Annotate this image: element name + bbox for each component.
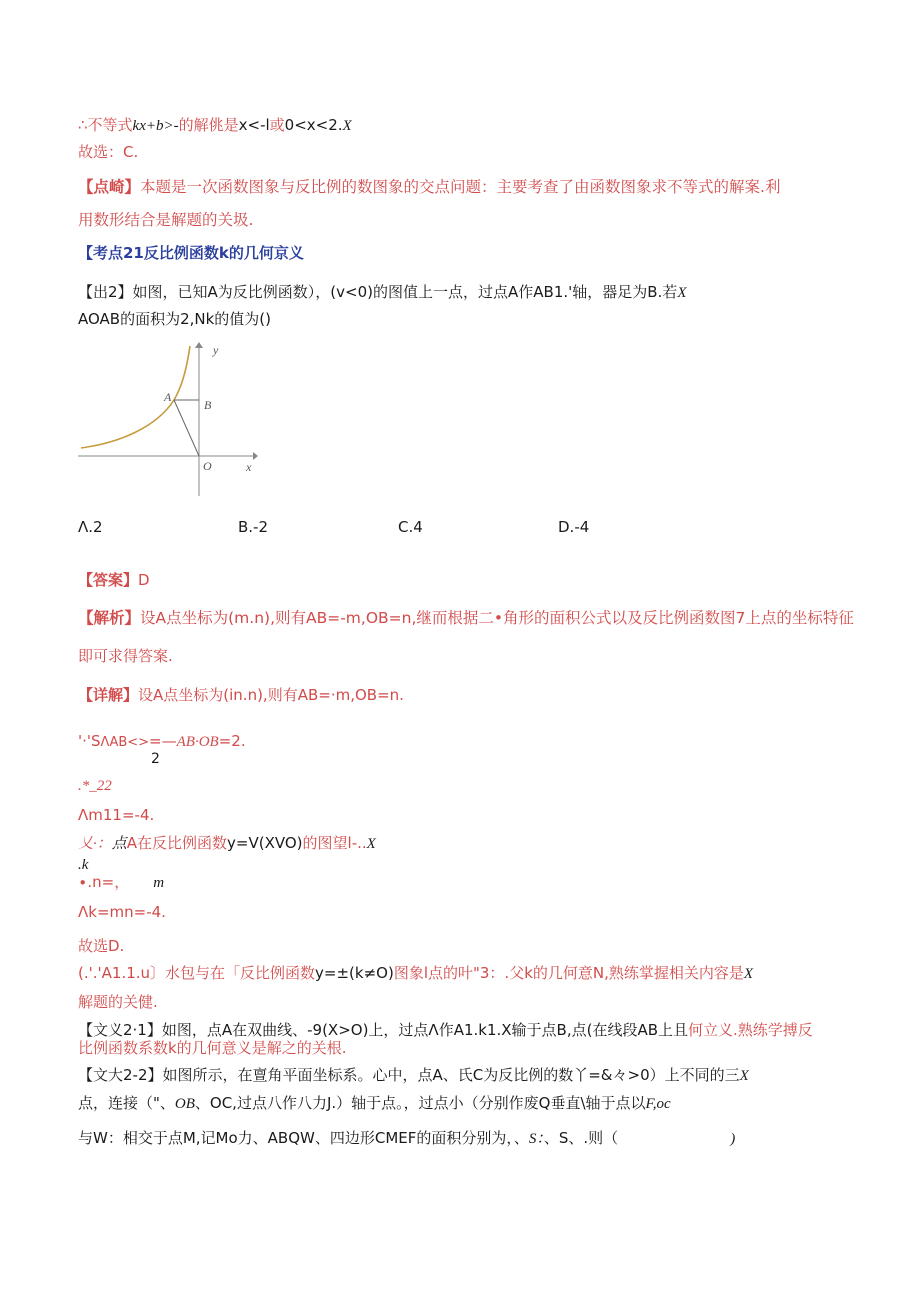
point-a-label: A bbox=[164, 390, 172, 404]
y-axis-arrow bbox=[195, 342, 203, 348]
x-axis-arrow bbox=[253, 452, 258, 460]
origin-label: O bbox=[203, 459, 212, 473]
variant-2-line-3: 与W：相交于点M,记Mo力、ABQW、四边形CMEF的面积分别为，、S：、S、.则（ ) bbox=[78, 1129, 736, 1147]
step-m11: Λm11=-4. bbox=[78, 806, 155, 824]
segment-ao bbox=[174, 400, 199, 456]
detail-line: 【详解】设A点坐标为(in.n),则有AB=·m,OB=n. bbox=[78, 686, 404, 704]
option-b: B.-2 bbox=[238, 518, 269, 536]
section-heading: 【考点21反比例函数k的几何京义 bbox=[78, 244, 304, 262]
step-k: .k bbox=[78, 857, 89, 873]
hyperbola-curve bbox=[81, 346, 190, 448]
step-kmn: Λk=mn=-4. bbox=[78, 903, 166, 921]
problem-line-1: 【出2】如图，已知A为反比例函数），(v<0)的图值上一点，过点A作AB1.'轴，器足为B.若X bbox=[78, 283, 687, 301]
analysis-line-1: 【解析】设A点坐标为(m.n),则有AB=-m,OB=n,继而根据二•角形的面积公式以及反比例函数图7上点的坐标特征 bbox=[78, 609, 854, 627]
step-point-on-curve: 乂·：点A在反比例函数y=V(XVO)的图望l-..X bbox=[78, 834, 376, 852]
variant-1-line-1: 【文义2·1】如图，点A在双曲线、-9(X>O)上，过点Λ作A1.k1.X输于点B,点(在线段AB上且何立义.熟练学搏反 bbox=[78, 1021, 813, 1039]
remark-line-1: (.'.'A1.1.u〕水包与在「反比例函数y=±(k≠O)图象l点的叶"3：.父k的几何意N,熟练掌握相关内容是X bbox=[78, 964, 754, 982]
problem-line-2: AOAB的面积为2,Nk的值为() bbox=[78, 310, 272, 328]
variant-2-line-1: 【文大2-2】如图所示，在亶角平面坐标系。心中，点A、氏C为反比例的数丫=&々>0）上不同的三X bbox=[78, 1066, 749, 1084]
area-formula: '·'SΛAB<>=—AB·OB=2. bbox=[78, 732, 246, 750]
x-axis-label: x bbox=[246, 460, 252, 474]
solution-inequality-line: ∴不等式kx+b>-的解佻是x<-l或0<x<2.X bbox=[78, 116, 352, 134]
variant-1-line-2: 比例函数系数k的几何意义是解之的关根. bbox=[78, 1039, 347, 1057]
remark-line-2: 解题的关健. bbox=[78, 993, 158, 1011]
step-n: ∙.n=， m bbox=[78, 873, 165, 891]
option-c: C.4 bbox=[398, 518, 423, 536]
option-d: D.-4 bbox=[558, 518, 590, 536]
comment-line-1: 【点崎】本题是一次函数图象与反比例的数图象的交点问题：主要考查了由函数图象求不等式的解案.利 bbox=[78, 178, 781, 196]
formula-denominator: 2 bbox=[151, 751, 160, 767]
answer-line: 【答案】D bbox=[78, 571, 150, 589]
step-22: .*_22 bbox=[78, 778, 112, 794]
variant-2-line-2: 点，连接（"、OB、OC,过点八作八力J.）轴于点。，过点小（分别作废Q垂直\轴于点以F,oc bbox=[78, 1094, 671, 1112]
option-a: Λ.2 bbox=[78, 518, 103, 536]
hyperbola-figure bbox=[78, 338, 258, 500]
choice-line: 故选：C. bbox=[78, 143, 139, 161]
final-choice: 故选D. bbox=[78, 937, 125, 955]
point-b-label: B bbox=[204, 398, 212, 412]
analysis-line-2: 即可求得答案. bbox=[78, 647, 173, 665]
comment-line-2: 用数形结合是解题的关圾. bbox=[78, 211, 254, 229]
y-axis-label: y bbox=[213, 343, 219, 357]
